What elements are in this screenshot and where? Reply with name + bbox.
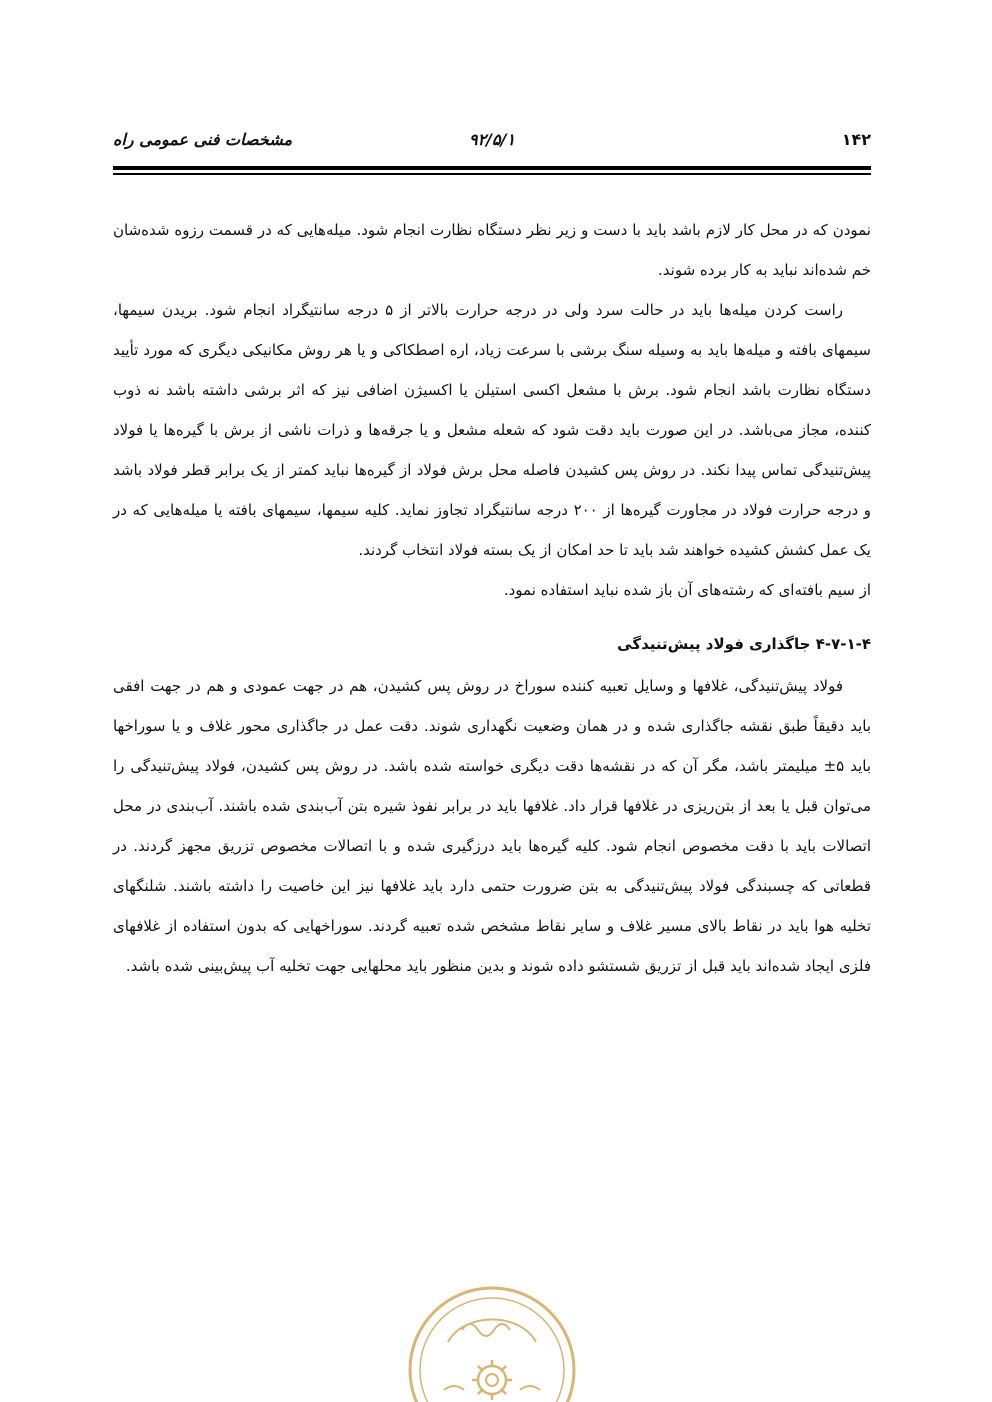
paragraph-strand-note: از سیم بافته‌ای که رشته‌های آن باز شده نباید استفاده نمود. bbox=[503, 581, 871, 599]
paragraph-straightening-cutting: راست کردن میله‌ها باید در حالت سرد ولی در درجه حرارت بالاتر از ۵ درجه سانتیگراد انجام شود. بریدن سیمها، سیمهای بافته و میله‌ها باید به وسیله سنگ برشی با سرعت زیاد، اره اصطکاکی و یا هر روش مکانیکی دیگری که مورد تأیید دستگاه نظارت باشد انجام شود. برش با مشعل اکسی استیلن یا اکسیژن اضافی نیز که اثر برشی داشته باشد نه ذوب کننده، مجاز می‌باشد. در این صورت باید دقت شود که شعله مشعل و یا جرقه‌ها و ذرات ناشی از برش با گیره‌ها یا فولاد پیش‌تنیدگی تماس پیدا نکند. در روش پس کشیدن فاصله محل برش فولاد از گیره‌ها نباید کمتر از یک برابر قطر فولاد باشد و درجه حرارت فولاد در مجاورت گیره‌ها از ۲۰۰ درجه سانتیگراد تجاوز نماید. کلیه سیمها، سیمهای بافته یا میله‌هایی که در یک عمل کشش کشیده خواهند شد باید تا حد امکان از یک بسته فولاد انتخاب گردند. bbox=[113, 301, 872, 559]
page-number: ۱۴۲ bbox=[841, 130, 871, 149]
paragraph-continuation: نمودن که در محل کار لازم باشد باید با دست و زیر نظر دستگاه نظارت انجام شود. میله‌هایی که در قسمت رزوه شده‌شان خم شده‌اند نباید به کار برده شوند. bbox=[113, 221, 871, 279]
header-rule-thin bbox=[113, 173, 871, 175]
organization-seal-icon bbox=[404, 1282, 580, 1402]
section-heading: ۴-۷-۱-۴ جاگذاری فولاد پیش‌تنیدگی bbox=[617, 635, 871, 653]
header-rule-thick bbox=[113, 166, 871, 170]
revision-date: ۹۲/۵/۱ bbox=[468, 130, 516, 149]
page-header bbox=[113, 130, 871, 158]
paragraph-placement: فولاد پیش‌تنیدگی، غلافها و وسایل تعبیه کننده سوراخ در روش پس کشیدن، هم در جهت عمودی و هم در جهت افقی باید دقیقاً طبق نقشه جاگذاری شده و در همان وضعیت نگهداری شوند. دقت عمل در جاگذاری محور غلاف و یا سوراخها باید ۵± میلیمتر باشد، مگر آن که در نقشه‌ها دقت دیگری خواسته شده باشد. در روش پس کشیدن، فولاد پیش‌تنیدگی را می‌توان قبل یا بعد از بتن‌ریزی در غلافها قرار داد. غلافها باید در برابر نفوذ شیره بتن آب‌بندی شده باشند. آب‌بندی در محل اتصالات باید با دقت مخصوص انجام شود. کلیه گیره‌ها باید درزگیری شده و با اتصالات مخصوص تزریق مجهز گردند. در قطعاتی که چسبندگی فولاد پیش‌تنیدگی به بتن ضرورت حتمی دارد باید غلافها نیز این خاصیت را داشته باشند. شلنگهای تخلیه هوا باید در نقاط بالای مسیر غلاف و سایر نقاط مشخص شده تعبیه گردند. سوراخهایی که بدون استفاده از غلافهای فلزی ایجاد شده‌اند باید قبل از تزریق شستشو داده شوند و بدین منظور باید محلهایی جهت تخلیه آب پیش‌بینی شده باشد. bbox=[113, 677, 871, 975]
body-text bbox=[113, 210, 871, 986]
running-title: مشخصات فنی عمومی راه bbox=[113, 130, 293, 149]
